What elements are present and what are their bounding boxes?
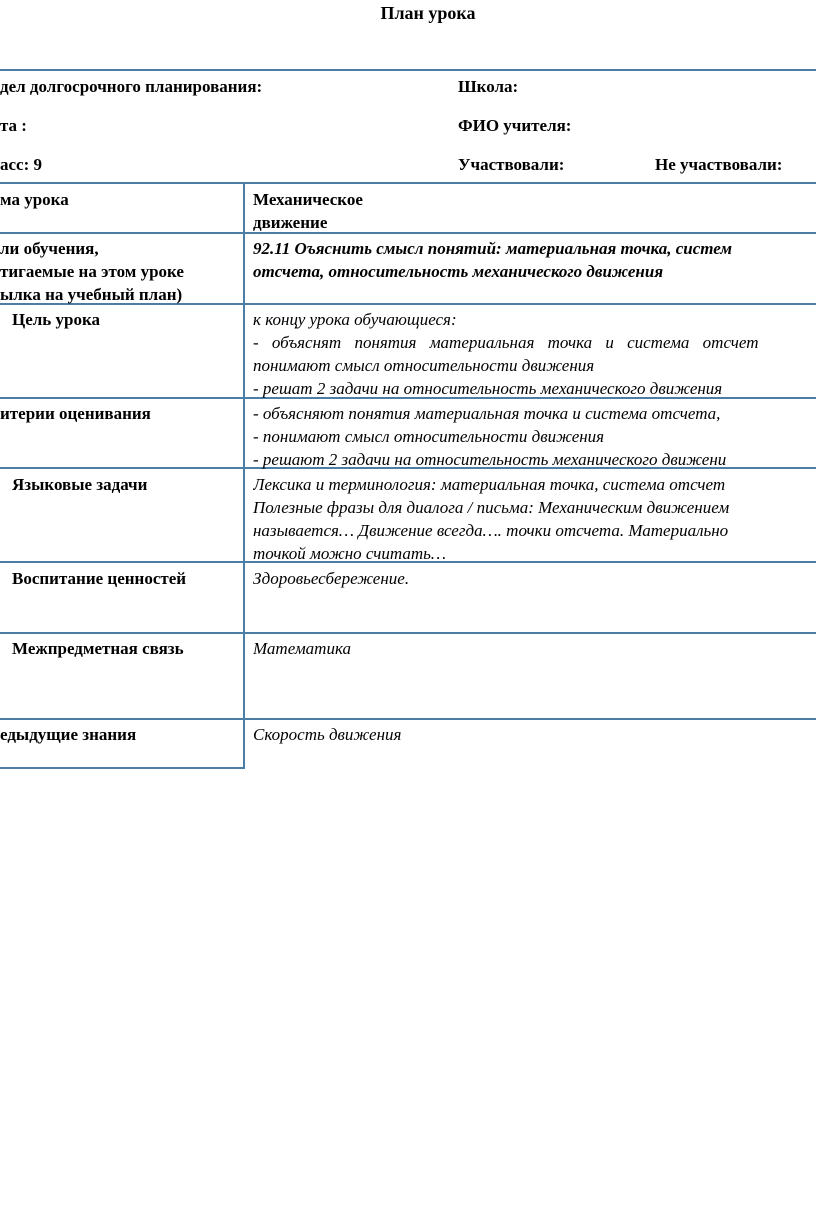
participated-label: Участвовали: xyxy=(458,155,565,174)
row-value-criteria: - решают 2 задачи на относительность механического движени xyxy=(253,450,727,469)
not-participated-label: Не участвовали: xyxy=(655,155,783,174)
teacher-label: ФИО учителя: xyxy=(458,116,572,135)
row-label-values: Воспитание ценностей xyxy=(12,569,187,588)
row-label-objectives: ылка на учебный план) xyxy=(0,285,183,304)
row-label-objectives: ли обучения, xyxy=(0,239,99,258)
row-value-goal: к концу урока обучающиеся: xyxy=(253,310,457,329)
row-label-language: Языковые задачи xyxy=(12,475,148,494)
section-label: дел долгосрочного планирования: xyxy=(0,77,263,96)
row-value-objectives: 92.11 Оъяснить смысл понятий: материальная точка, систем xyxy=(253,239,733,258)
row-value-criteria: - понимают смысл относительности движения xyxy=(253,427,605,446)
row-label-goal: Цель урока xyxy=(12,310,101,329)
row-value-crosslinks: Математика xyxy=(253,639,351,658)
row-border xyxy=(0,718,816,720)
row-label-criteria: итерии оценивания xyxy=(0,404,151,423)
row-border xyxy=(0,632,816,634)
row-value-language: Лексика и терминология: материальная точка, система отсчет xyxy=(253,475,726,494)
row-value-language: называется… Движение всегда…. точки отсчета. Материально xyxy=(253,521,729,540)
date-label: та : xyxy=(0,116,27,135)
row-value-values: Здоровьесбережение. xyxy=(253,569,410,588)
table-bottom-border xyxy=(0,767,245,769)
row-label-objectives: тигаемые на этом уроке xyxy=(0,262,184,281)
row-value-topic: Механическое xyxy=(253,190,363,209)
column-divider xyxy=(243,183,245,769)
row-border xyxy=(0,232,816,234)
row-value-objectives: отсчета, относительность механического движения xyxy=(253,262,664,281)
header-bottom-border xyxy=(0,182,816,184)
row-value-topic: движение xyxy=(253,213,328,232)
class-label: асс: 9 xyxy=(0,155,43,174)
row-value-goal: понимают смысл относительности движения xyxy=(253,356,595,375)
school-label: Школа: xyxy=(458,77,519,96)
page-title: План урока xyxy=(380,3,476,23)
row-value-prior: Скорость движения xyxy=(253,725,402,744)
row-value-goal: - решат 2 задачи на относительность механического движения xyxy=(253,379,723,398)
row-label-crosslinks: Межпредметная связь xyxy=(12,639,184,658)
row-value-language: точкой можно считать… xyxy=(253,544,446,563)
row-label-topic: ма урока xyxy=(0,190,69,209)
row-value-language: Полезные фразы для диалога / письма: Механическим движением xyxy=(253,498,730,517)
row-value-criteria: - объясняют понятия материальная точка и система отсчета, xyxy=(253,404,721,423)
row-label-prior: едыдущие знания xyxy=(0,725,137,744)
row-value-goal: - объяснят понятия материальная точка и система отсчет xyxy=(253,333,759,352)
table-top-border xyxy=(0,69,816,71)
